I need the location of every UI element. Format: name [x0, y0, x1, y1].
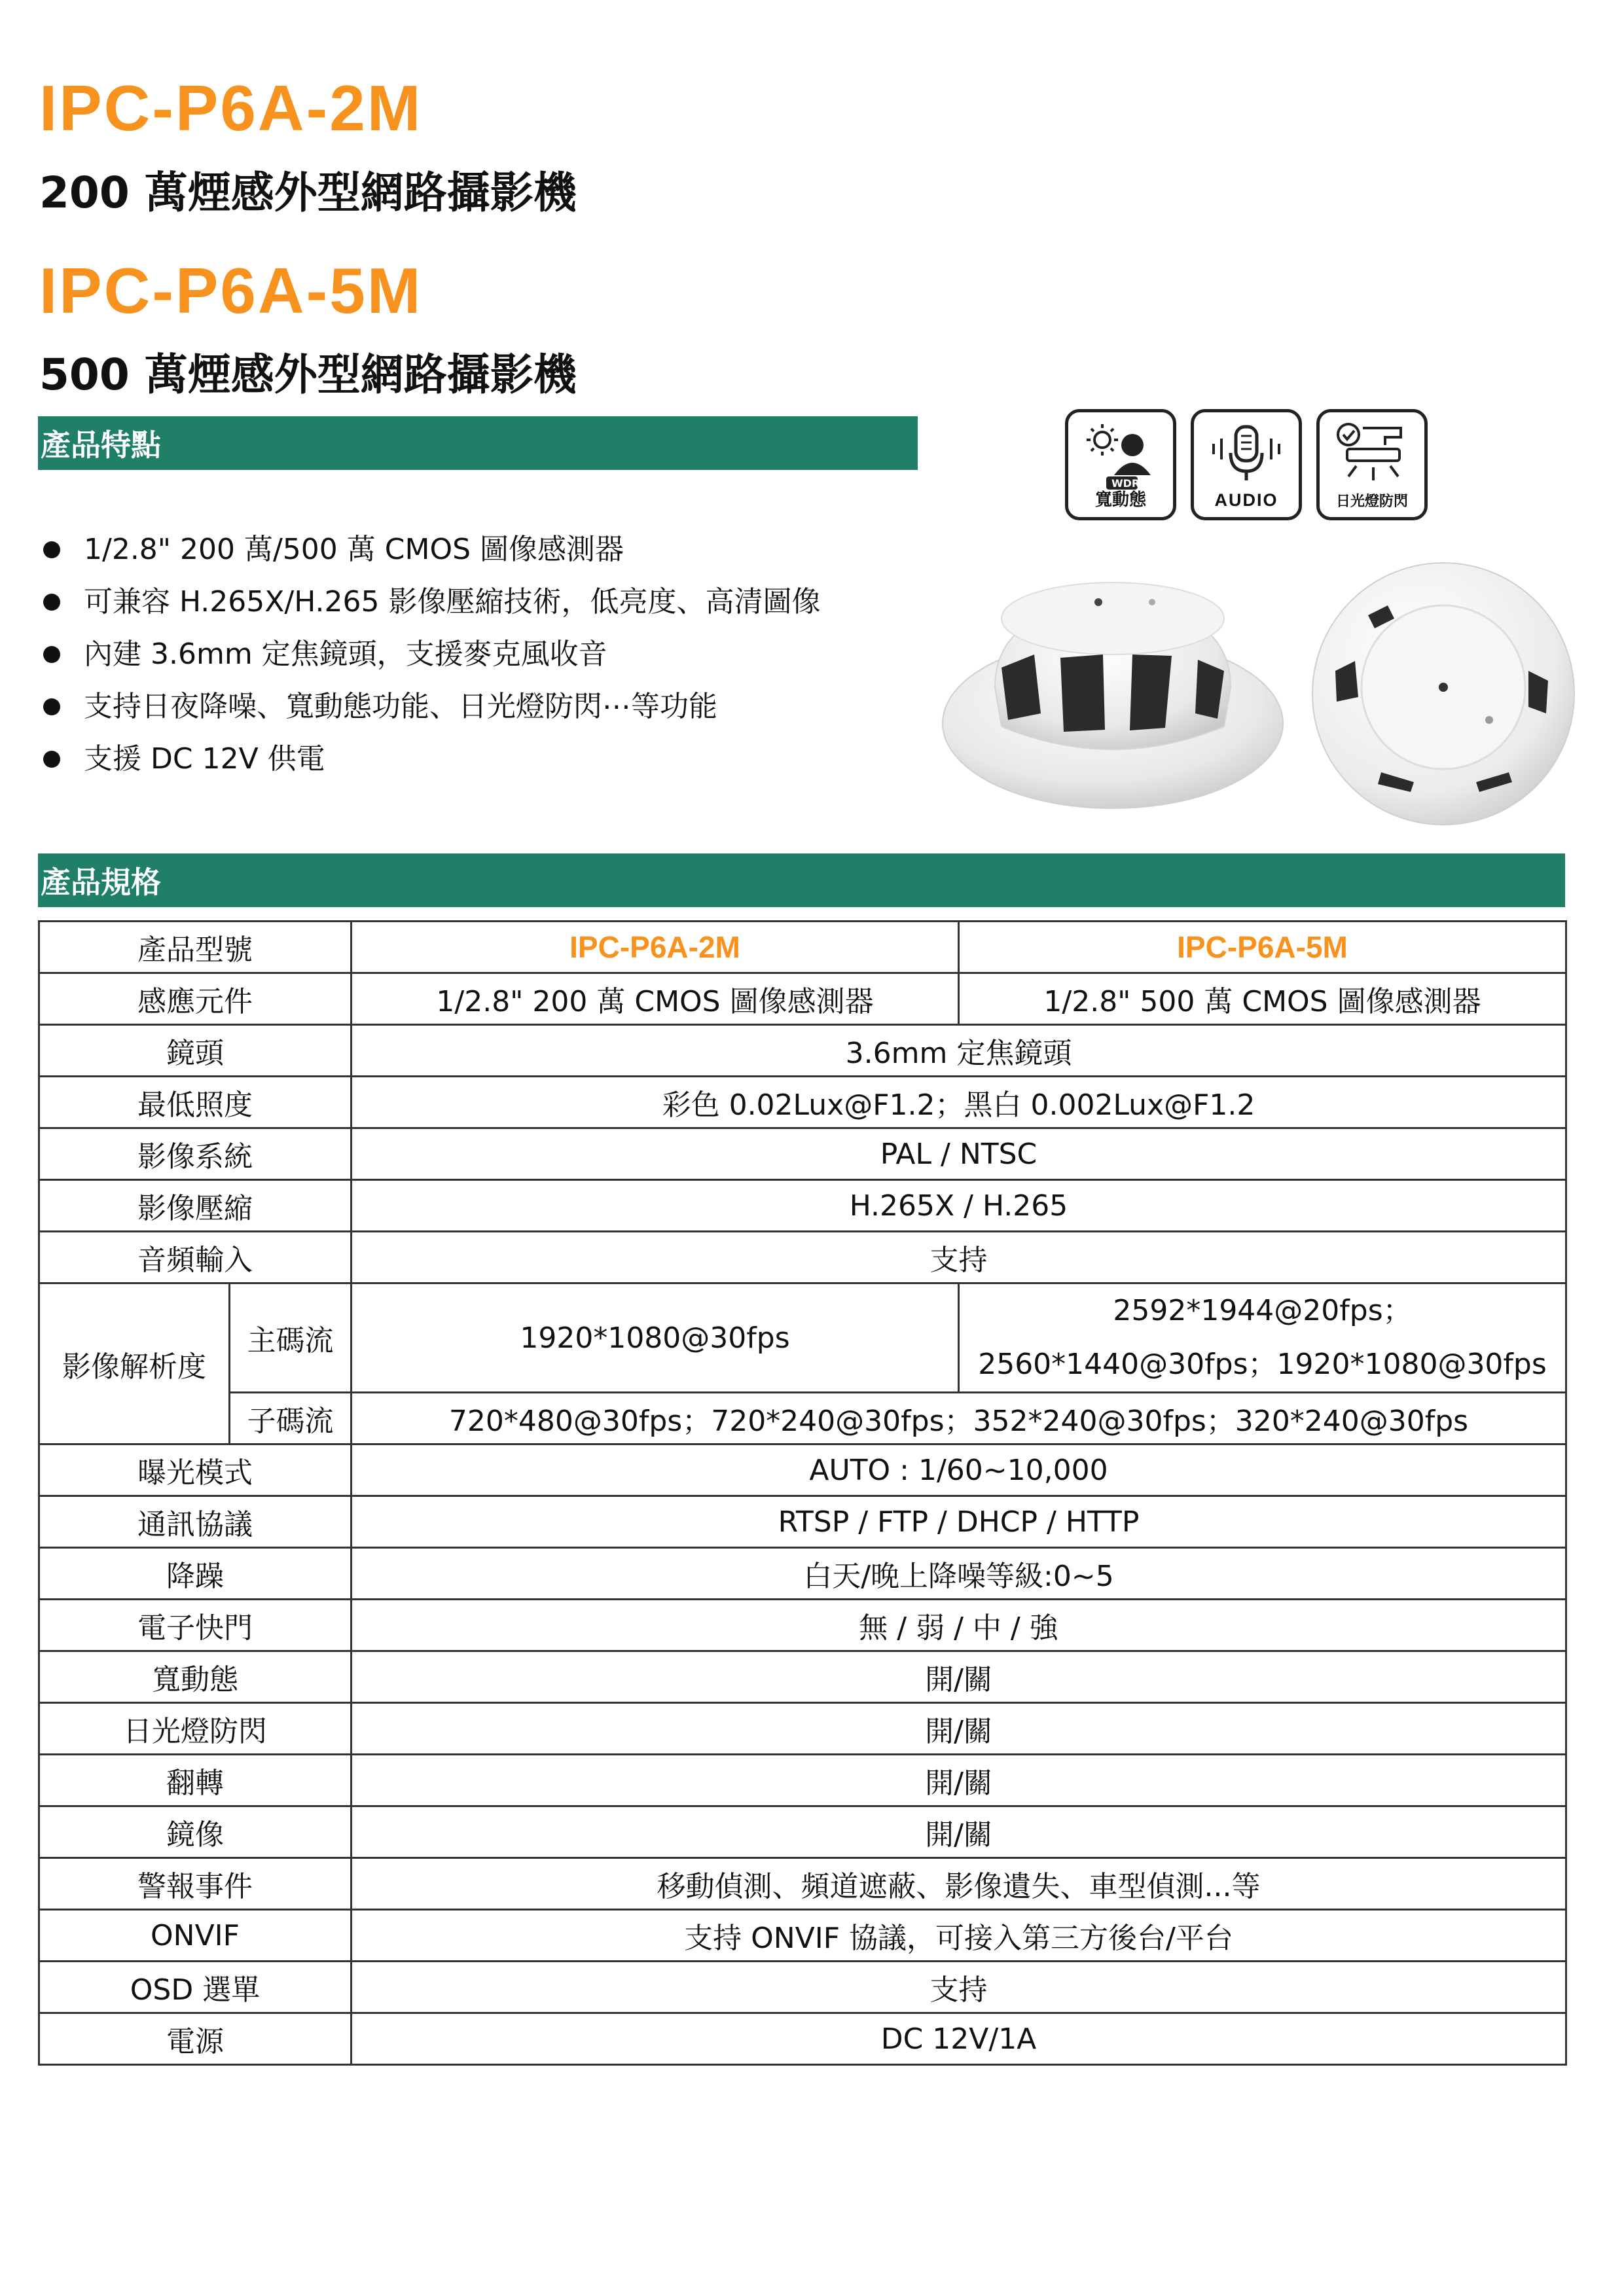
row-label: ONVIF [39, 1910, 352, 1962]
subtitle-5m: 500 萬煙感外型網路攝影機 [39, 350, 577, 400]
table-row [39, 1806, 1566, 1858]
model-title-5m: IPC-P6A-5M [39, 255, 423, 327]
cell-value: 開/關 [352, 1651, 1566, 1703]
feature-item: 支持日夜降噪、寬動態功能、日光燈防閃⋯等功能 [39, 681, 821, 733]
row-label: 音頻輸入 [39, 1232, 352, 1283]
row-label: 影像系統 [39, 1128, 352, 1180]
row-label: 通訊協議 [39, 1496, 352, 1548]
row-label: 影像解析度 [39, 1283, 230, 1444]
cell-value: RTSP / FTP / DHCP / HTTP [352, 1496, 1566, 1548]
table-row [39, 1548, 1566, 1600]
column-header-2m: IPC-P6A-2M [352, 922, 959, 973]
table-row [39, 1703, 1566, 1755]
cell-value: 3.6mm 定焦鏡頭 [352, 1025, 1566, 1077]
cell-value: 1920*1080@30fps [352, 1283, 959, 1393]
feature-item: 可兼容 H.265X/H.265 影像壓縮技術，低亮度、高清圖像 [39, 576, 821, 628]
table-row [39, 1283, 1566, 1393]
row-label: 曝光模式 [39, 1444, 352, 1496]
row-label: 感應元件 [39, 973, 352, 1025]
cell-value [959, 1283, 1566, 1393]
features-section-bar [38, 416, 918, 470]
flicker-label: 日光燈防閃 [1335, 493, 1408, 510]
row-label: 警報事件 [39, 1858, 352, 1910]
cell-value: 支持 ONVIF 協議，可接入第三方後台/平台 [352, 1910, 1566, 1962]
cell-value: PAL / NTSC [352, 1128, 1566, 1180]
column-header-5m: IPC-P6A-5M [959, 922, 1566, 973]
bullet-dot-icon [43, 646, 60, 663]
table-row [39, 1444, 1566, 1496]
cell-value: AUTO : 1/60~10,000 [352, 1444, 1566, 1496]
cell-value: 開/關 [352, 1703, 1566, 1755]
table-row [39, 922, 1566, 973]
table-row [39, 1858, 1566, 1910]
cell-value-line: 2560*1440@30fps；1920*1080@30fps [978, 1348, 1547, 1381]
cell-value: 開/關 [352, 1806, 1566, 1858]
bullet-dot-icon [43, 698, 60, 715]
feature-item: 支援 DC 12V 供電 [39, 733, 821, 785]
features-list [39, 524, 821, 785]
spec-table [38, 920, 1567, 2066]
table-row [39, 1393, 1566, 1444]
row-label: 電子快門 [39, 1600, 352, 1651]
row-label: 降躁 [39, 1548, 352, 1600]
row-label: 最低照度 [39, 1077, 352, 1128]
sub-row-label: 子碼流 [230, 1393, 352, 1444]
features-section-title: 產品特點 [41, 427, 161, 463]
cell-value: 白天/晚上降噪等級:0~5 [352, 1548, 1566, 1600]
cell-value: 移動偵測、頻道遮蔽、影像遺失、車型偵測...等 [352, 1858, 1566, 1910]
table-row [39, 1910, 1566, 1962]
wdr-tag: WDR [1111, 477, 1140, 490]
wdr-label: 寬動態 [1094, 490, 1146, 510]
row-label: OSD 選單 [39, 1962, 352, 2013]
row-label: 電源 [39, 2013, 352, 2065]
spec-section-title: 產品規格 [41, 865, 161, 900]
spec-section-bar [38, 853, 1565, 907]
bullet-dot-icon [43, 541, 60, 558]
table-row [39, 1962, 1566, 2013]
cell-value: 支持 [352, 1962, 1566, 2013]
bullet-dot-icon [43, 594, 60, 611]
cell-value: 彩色 0.02Lux@F1.2；黑白 0.002Lux@F1.2 [352, 1077, 1566, 1128]
cell-value: 720*480@30fps；720*240@30fps；352*240@30fps；320*240@30fps [352, 1393, 1566, 1444]
subtitle-2m: 200 萬煙感外型網路攝影機 [39, 168, 577, 218]
sub-row-label: 主碼流 [230, 1283, 352, 1393]
feature-item: 1/2.8" 200 萬/500 萬 CMOS 圖像感測器 [39, 524, 821, 576]
wdr-badge [1065, 409, 1176, 520]
cell-value: 支持 [352, 1232, 1566, 1283]
row-label: 日光燈防閃 [39, 1703, 352, 1755]
product-photo [936, 556, 1578, 831]
table-row [39, 2013, 1566, 2065]
cell-value: H.265X / H.265 [352, 1180, 1566, 1232]
bullet-dot-icon [43, 751, 60, 768]
table-row [39, 973, 1566, 1025]
table-row [39, 1077, 1566, 1128]
cell-value: 1/2.8" 500 萬 CMOS 圖像感測器 [959, 973, 1566, 1025]
model-title-2m: IPC-P6A-2M [39, 72, 423, 144]
row-label: 產品型號 [39, 922, 352, 973]
table-row [39, 1025, 1566, 1077]
table-row [39, 1651, 1566, 1703]
row-label: 鏡頭 [39, 1025, 352, 1077]
audio-badge [1191, 409, 1302, 520]
row-label: 影像壓縮 [39, 1180, 352, 1232]
table-row [39, 1600, 1566, 1651]
camera-side-view [943, 583, 1283, 808]
cell-value: DC 12V/1A [352, 2013, 1566, 2065]
camera-top-view [1312, 563, 1574, 825]
feature-item: 內建 3.6mm 定焦鏡頭，支援麥克風收音 [39, 628, 821, 681]
cell-value: 無 / 弱 / 中 / 強 [352, 1600, 1566, 1651]
flicker-badge [1316, 409, 1428, 520]
table-row [39, 1755, 1566, 1806]
table-row [39, 1232, 1566, 1283]
row-label: 寬動態 [39, 1651, 352, 1703]
table-row [39, 1128, 1566, 1180]
audio-label: AUDIO [1214, 490, 1278, 510]
row-label: 鏡像 [39, 1806, 352, 1858]
table-row [39, 1496, 1566, 1548]
cell-value-line: 2592*1944@20fps； [1113, 1294, 1412, 1327]
row-label: 翻轉 [39, 1755, 352, 1806]
table-row [39, 1180, 1566, 1232]
cell-value: 開/關 [352, 1755, 1566, 1806]
cell-value: 1/2.8" 200 萬 CMOS 圖像感測器 [352, 973, 959, 1025]
